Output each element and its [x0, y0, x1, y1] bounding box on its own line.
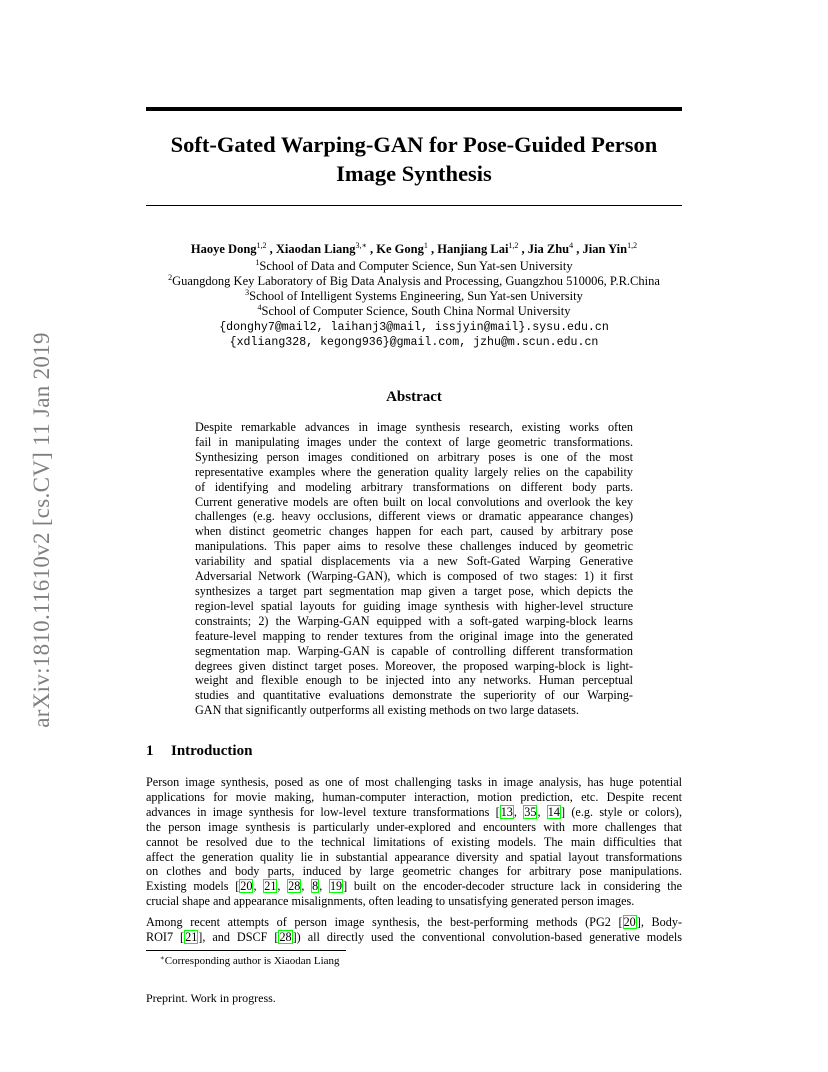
text-run: , [513, 804, 524, 819]
paragraph-line [146, 864, 682, 879]
text-run: applications for movie making, human-computer interaction, motion prediction, etc. Despite recent [146, 789, 682, 804]
citation-link[interactable]: 8 [312, 879, 319, 894]
citation-link[interactable]: 21 [264, 879, 277, 894]
text-run: affect the generation quality lie in substantial appearance diversity and spatial layout transformations [146, 849, 682, 864]
abstract-line: when distinct geometric changes happen for each part, caused by arbitrary pose [195, 524, 633, 539]
paragraph-line [146, 835, 682, 850]
text-run: ]) all directly used the conventional convolution-based generative models [292, 929, 682, 944]
affiliation-3-mark: 3 [245, 288, 250, 297]
arxiv-stamp-text: arXiv:1810.11610v2 [cs.CV] 11 Jan 2019 [29, 332, 54, 728]
text-run: ], and DSCF [ [198, 929, 279, 944]
abstract-line: degrees given distinct target poses. Moreover, the proposed warping-block is light- [195, 658, 633, 673]
paragraph-line [146, 915, 682, 930]
paragraph-line [146, 775, 682, 790]
footnote-text: Corresponding author is Xiaodan Liang [164, 955, 340, 967]
intro-paragraph-1 [146, 775, 682, 909]
author-2 [276, 242, 367, 256]
affiliation-1-text: School of Data and Computer Science, Sun Yat-sen University [259, 259, 573, 273]
text-run: crucial shape and appearance misalignments, often leading to unsatisfying generated person images. [146, 894, 635, 909]
text-run: on clothes and body parts, induced by large geometric changes for arbitrary pose manipulations. [146, 864, 682, 879]
paragraph-line [146, 805, 682, 820]
text-run: ROI7 [ [146, 929, 185, 944]
abstract-line: representative examples where the generation quality largely relies on the capability [195, 464, 633, 479]
citation-link[interactable]: 19 [329, 879, 343, 894]
abstract-line: GAN that significantly outperforms all existing methods on two large datasets. [195, 703, 579, 718]
text-run: Among recent attempts of person image synthesis, the best-performing methods (PG2 [ [146, 915, 623, 929]
author-name: Xiaodan Liang [275, 242, 356, 256]
abstract-heading: Abstract [386, 389, 442, 405]
author-3 [376, 242, 428, 256]
author-affiliation-mark: 1 [423, 241, 428, 250]
citation-link[interactable]: 28 [279, 929, 292, 944]
abstract-line: segmentation map. Warping-GAN is capable of controlling different transformation [195, 643, 633, 658]
affiliation-4-text: School of Computer Science, South China Normal University [261, 304, 571, 318]
abstract-line: challenges (e.g. heavy occlusions, different views or dramatic appearance changes) [195, 509, 633, 524]
section-number: 1 [146, 743, 154, 759]
author-4 [437, 242, 518, 256]
text-run: ] built on the encoder-decoder structure lack in considering the [343, 879, 682, 894]
affiliation-2-text: Guangdong Key Laboratory of Big Data Analysis and Processing, Guangzhou 510006, P.R.China [172, 274, 660, 288]
text-run: , [301, 879, 312, 894]
affiliation-2 [120, 274, 708, 289]
paper-title-line-1: Soft-Gated Warping-GAN for Pose-Guided Person [170, 132, 658, 157]
abstract-line: feature-level mapping to render textures from the original image into the generated [195, 628, 633, 643]
title-rule-bottom [146, 205, 682, 206]
preprint-note: Preprint. Work in progress. [146, 991, 276, 1005]
abstract-line: of identifying and modeling arbitrary transformations on different body parts. [195, 479, 633, 494]
citation-link[interactable]: 20 [623, 915, 636, 929]
title-rule-top [146, 107, 682, 111]
text-run: Person image synthesis, posed as one of most challenging tasks in image analysis, has huge potential [146, 775, 682, 789]
abstract-line: Adversarial Network (Warping-GAN), which is composed of two stages: 1) it first [195, 569, 633, 584]
author-affiliation-mark: 4 [569, 241, 574, 250]
citation-link[interactable]: 20 [240, 879, 253, 894]
abstract-line: constraints; 2) the Warping-GAN equipped with a soft-gated warping-block learns [195, 613, 633, 628]
intro-paragraph-2 [146, 915, 682, 945]
abstract-line: Synthesizing person images conditioned on arbitrary poses is one of the most [195, 449, 633, 464]
text-run: , [277, 879, 288, 894]
author-name: Hanjiang Lai [437, 242, 509, 256]
section-heading-introduction [146, 742, 252, 760]
abstract-line: fail in manipulating images under the context of large geometric transformations. [195, 434, 633, 449]
author-affiliation-mark: 1,2 [256, 241, 267, 250]
text-run: cannot be resolved due to the technical limitations of existing models. The main difficulties that [146, 834, 682, 849]
affiliation-4 [120, 304, 708, 319]
affiliation-3-text: School of Intelligent Systems Engineering, Sun Yat-sen University [249, 289, 583, 303]
footnote [160, 955, 340, 968]
citation-link[interactable]: 35 [524, 804, 537, 819]
author-name: Ke Gong [376, 242, 424, 256]
abstract-line: weight and flexible enough to be injected into any networks. Human perceptual [195, 673, 633, 688]
text-run: the person image synthesis is particularly under-explored and encounters with more challenges that [146, 819, 682, 834]
abstract-line: variability and spatial displacements via a new Soft-Gated Warping Generative [195, 554, 633, 569]
abstract-line: region-level spatial layouts for guiding image synthesis with higher-level structure [195, 598, 633, 613]
paragraph-line [146, 850, 682, 865]
abstract-line: Current generative models are often built on local convolutions and overlook the key [195, 494, 633, 509]
section-title: Introduction [171, 743, 253, 759]
citation-link[interactable]: 21 [185, 929, 198, 944]
email-line-1: {donghy7@mail2, laihanj3@mail, issjyin@mail}.sysu.edu.cn [219, 321, 609, 334]
abstract-line: studies and quantitative evaluations demonstrate the superiority of our Warping- [195, 688, 633, 703]
author-affiliation-mark: 1,2 [627, 241, 638, 250]
text-run: ], Body- [636, 915, 682, 929]
abstract-line: synthesizes a target part segmentation map given a target pose, which depicts the [195, 583, 633, 598]
paper-title-line-2: Image Synthesis [336, 161, 492, 186]
author-name: Jian Yin [582, 242, 628, 256]
paragraph-line [146, 894, 682, 909]
text-run: , [319, 879, 329, 894]
citation-link[interactable]: 13 [500, 804, 513, 819]
footnote-rule [146, 950, 346, 951]
author-name: Haoye Dong [190, 242, 257, 256]
citation-link[interactable]: 14 [547, 804, 560, 819]
abstract-line: Despite remarkable advances in image synthesis research, existing works often [195, 420, 633, 434]
text-run: advances in image synthesis for low-level texture transformations [ [146, 804, 500, 819]
text-run: , [537, 804, 547, 819]
affiliation-2-mark: 2 [168, 273, 173, 282]
text-run: ] (e.g. style or colors), [560, 804, 682, 819]
paper-title [146, 130, 682, 188]
author-list: Haoye Dong$^{1,2}$ , Xiaodan Liang$^{3,∗}$ , Ke Gong$^1$ , Hanjiang Lai$^{1,2}$ , Jia Zhu$^4$ , Jian Yin$^{1,2}$ [190, 241, 638, 256]
footnote-mark: ∗ [160, 954, 165, 962]
author-5 [528, 242, 573, 256]
affiliation-3 [120, 289, 708, 304]
abstract-line: manipulations. This paper aims to resolve these challenges induced by geometric [195, 539, 633, 554]
abstract-body [195, 420, 633, 718]
author-name: Jia Zhu [527, 242, 570, 256]
paragraph-line [146, 820, 682, 835]
affiliation-1 [120, 259, 708, 274]
author-affiliation-mark: 1,2 [508, 241, 519, 250]
author-affiliation-mark: 3,∗ [355, 241, 367, 250]
text-run: , [253, 879, 264, 894]
email-line-2: {xdliang328, kegong936}@gmail.com, jzhu@m.scun.edu.cn [229, 336, 599, 349]
paragraph-line [146, 790, 682, 805]
citation-link[interactable]: 28 [288, 879, 301, 894]
affiliation-1-mark: 1 [255, 258, 260, 267]
author-1 [191, 242, 267, 256]
paragraph-line [146, 930, 682, 945]
author-6 [583, 242, 638, 256]
paragraph-line [146, 879, 682, 894]
text-run: Existing models [ [146, 879, 240, 894]
affiliation-4-mark: 4 [257, 303, 262, 312]
